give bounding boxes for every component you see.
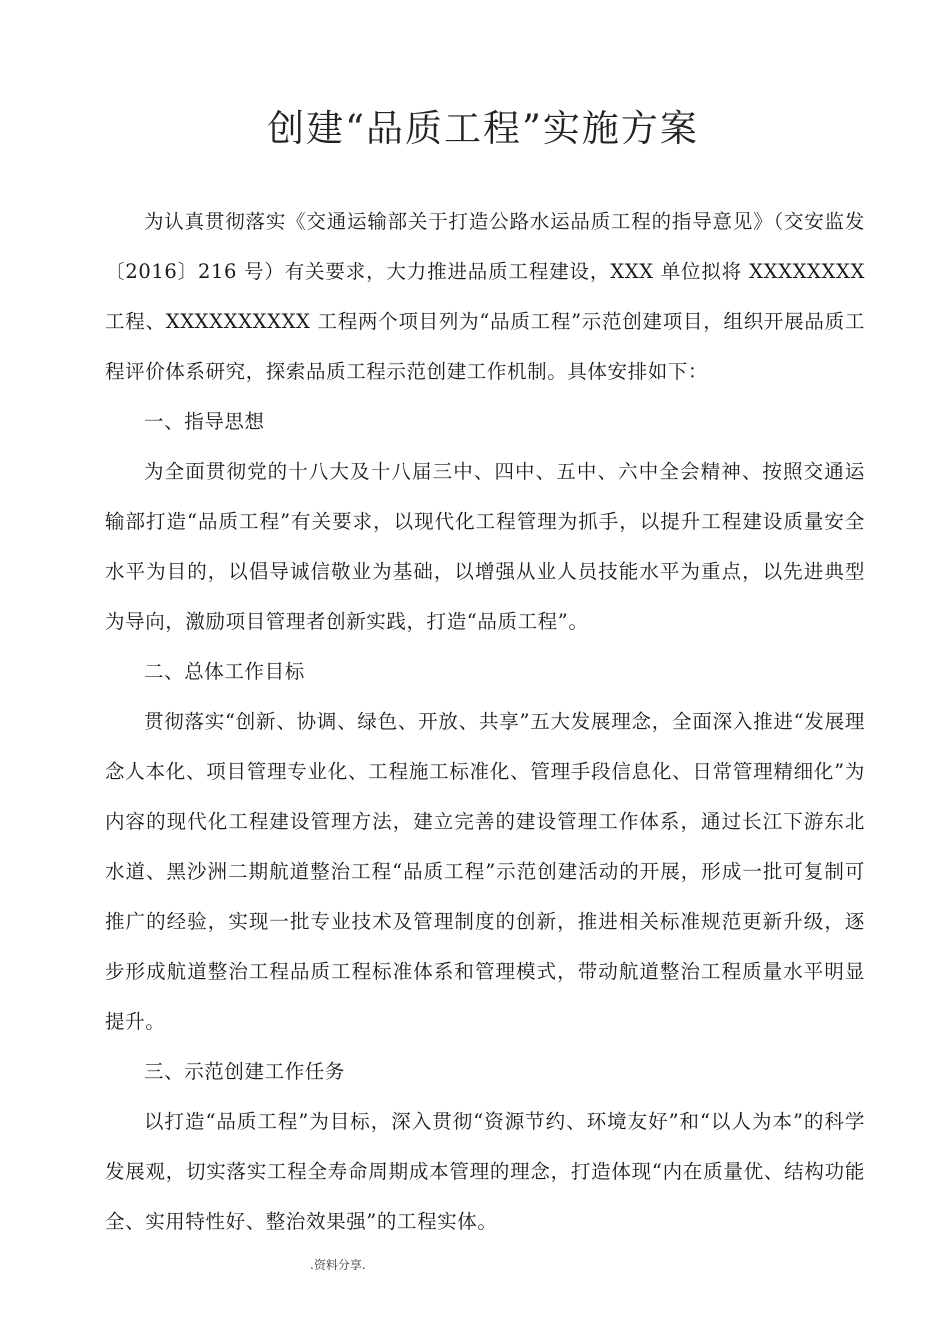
section-heading-demonstration-tasks: 三、示范创建工作任务 <box>144 1060 346 1083</box>
section-paragraph-guiding-ideology: 为全面贯彻党的十八大及十八届三中、四中、五中、六中全会精神、按照交通运输部打造“品质工程”有关要求，以现代化工程管理为抓手，以提升工程建设质量安全水平为目的，以倡导诚信敬业为基础，以增强从业人员技能水平为重点，以先进典型为导向，激励项目管理者创新实践，打造“品质工程”。 <box>105 460 865 633</box>
section-heading-guiding-ideology: 一、指导思想 <box>144 410 265 433</box>
section-heading-overall-goal: 二、总体工作目标 <box>144 660 305 683</box>
section-paragraph-demonstration-tasks: 以打造“品质工程”为目标，深入贯彻“资源节约、环境友好”和“以人为本”的科学发展观，切实落实工程全寿命周期成本管理的理念，打造体现“内在质量优、结构功能全、实用特性好、整治效果强”的工程实体。 <box>105 1110 865 1233</box>
intro-paragraph: 为认真贯彻落实《交通运输部关于打造公路水运品质工程的指导意见》（交安监发〔2016〕216 号）有关要求，大力推进品质工程建设，XXX 单位拟将 XXXXXXXX 工程、XXXXXXXXXX 工程两个项目列为“品质工程”示范创建项目，组织开展品质工程评价体系研究，探索品质工程示范创建工作机制。具体安排如下： <box>105 210 865 383</box>
document-title: 创建“品质工程”实施方案 <box>267 107 699 150</box>
document-body <box>105 197 865 1247</box>
footer-note: .资料分享. <box>310 1258 366 1272</box>
section-paragraph-overall-goal: 贯彻落实“创新、协调、绿色、开放、共享”五大发展理念，全面深入推进“发展理念人本化、项目管理专业化、工程施工标准化、管理手段信息化、日常管理精细化”为内容的现代化工程建设管理方法，建立完善的建设管理工作体系，通过长江下游东北水道、黑沙洲二期航道整治工程“品质工程”示范创建活动的开展，形成一批可复制可推广的经验，实现一批专业技术及管理制度的创新，推进相关标准规范更新升级，逐步形成航道整治工程品质工程标准体系和管理模式，带动航道整治工程质量水平明显提升。 <box>105 710 865 1033</box>
